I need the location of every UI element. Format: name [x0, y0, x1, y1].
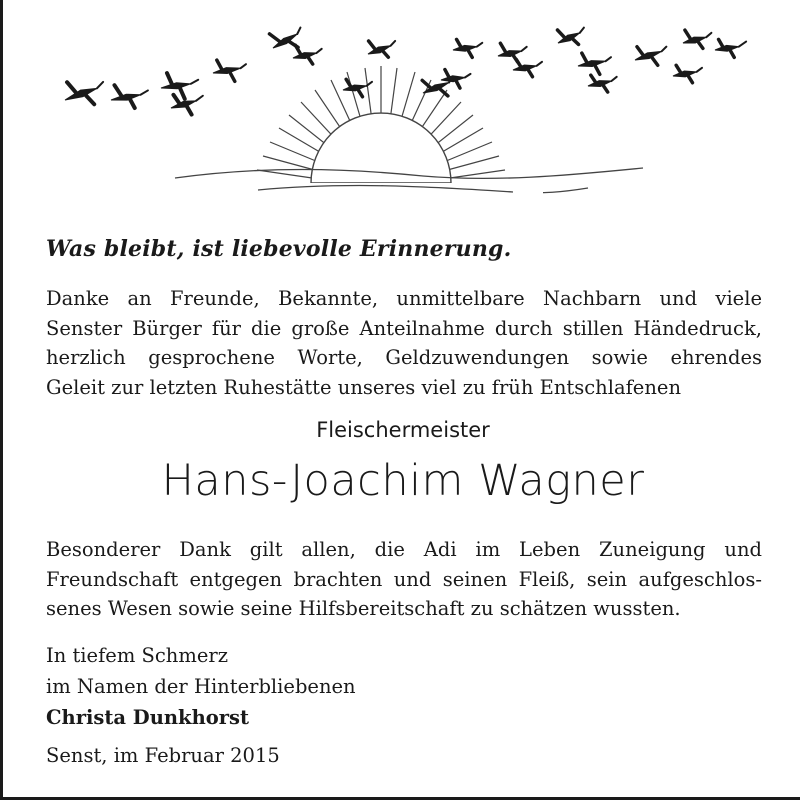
motto-heading: Was bleibt, ist liebevolle Erinnerung.	[46, 236, 512, 262]
thanks-line: Geleit zur letzten Ruhestätte unseres viel zu früh Entschlafenen	[46, 375, 681, 399]
deceased-profession: Fleischermeister	[316, 418, 490, 442]
thanks-line: Danke an Freunde, Bekannte, unmittelbare Nachbarn und viele	[46, 287, 762, 310]
closing-block	[46, 640, 762, 733]
closing-line: In tiefem Schmerz	[46, 644, 228, 667]
thanks-paragraph	[46, 284, 762, 402]
deceased-name: Hans-Joachim Wagner	[161, 456, 645, 506]
thanks-line: Senster Bürger für die große Anteilnahme durch stillen Händedruck,	[46, 316, 762, 340]
special-thanks-line: senes Wesen sowie seine Hilfsbereitschaft zu schätzen wussten.	[46, 597, 681, 620]
thanks-line: herzlich gesprochene Worte, Geldzuwendungen sowie ehrendes	[46, 346, 762, 369]
place-date: Senst, im Februar 2015	[46, 744, 280, 767]
special-thanks-line: Freundschaft entgegen brachten und seinen Fleiß, sein aufgeschlos-	[46, 567, 762, 591]
special-thanks-line: Besonderer Dank gilt allen, die Adi im Leben Zuneigung und	[46, 538, 762, 561]
signer-name: Christa Dunkhorst	[46, 706, 250, 729]
closing-line: im Namen der Hinterbliebenen	[46, 675, 356, 698]
special-thanks-paragraph	[46, 535, 762, 624]
flying-cranes-sunset-icon	[43, 8, 763, 198]
